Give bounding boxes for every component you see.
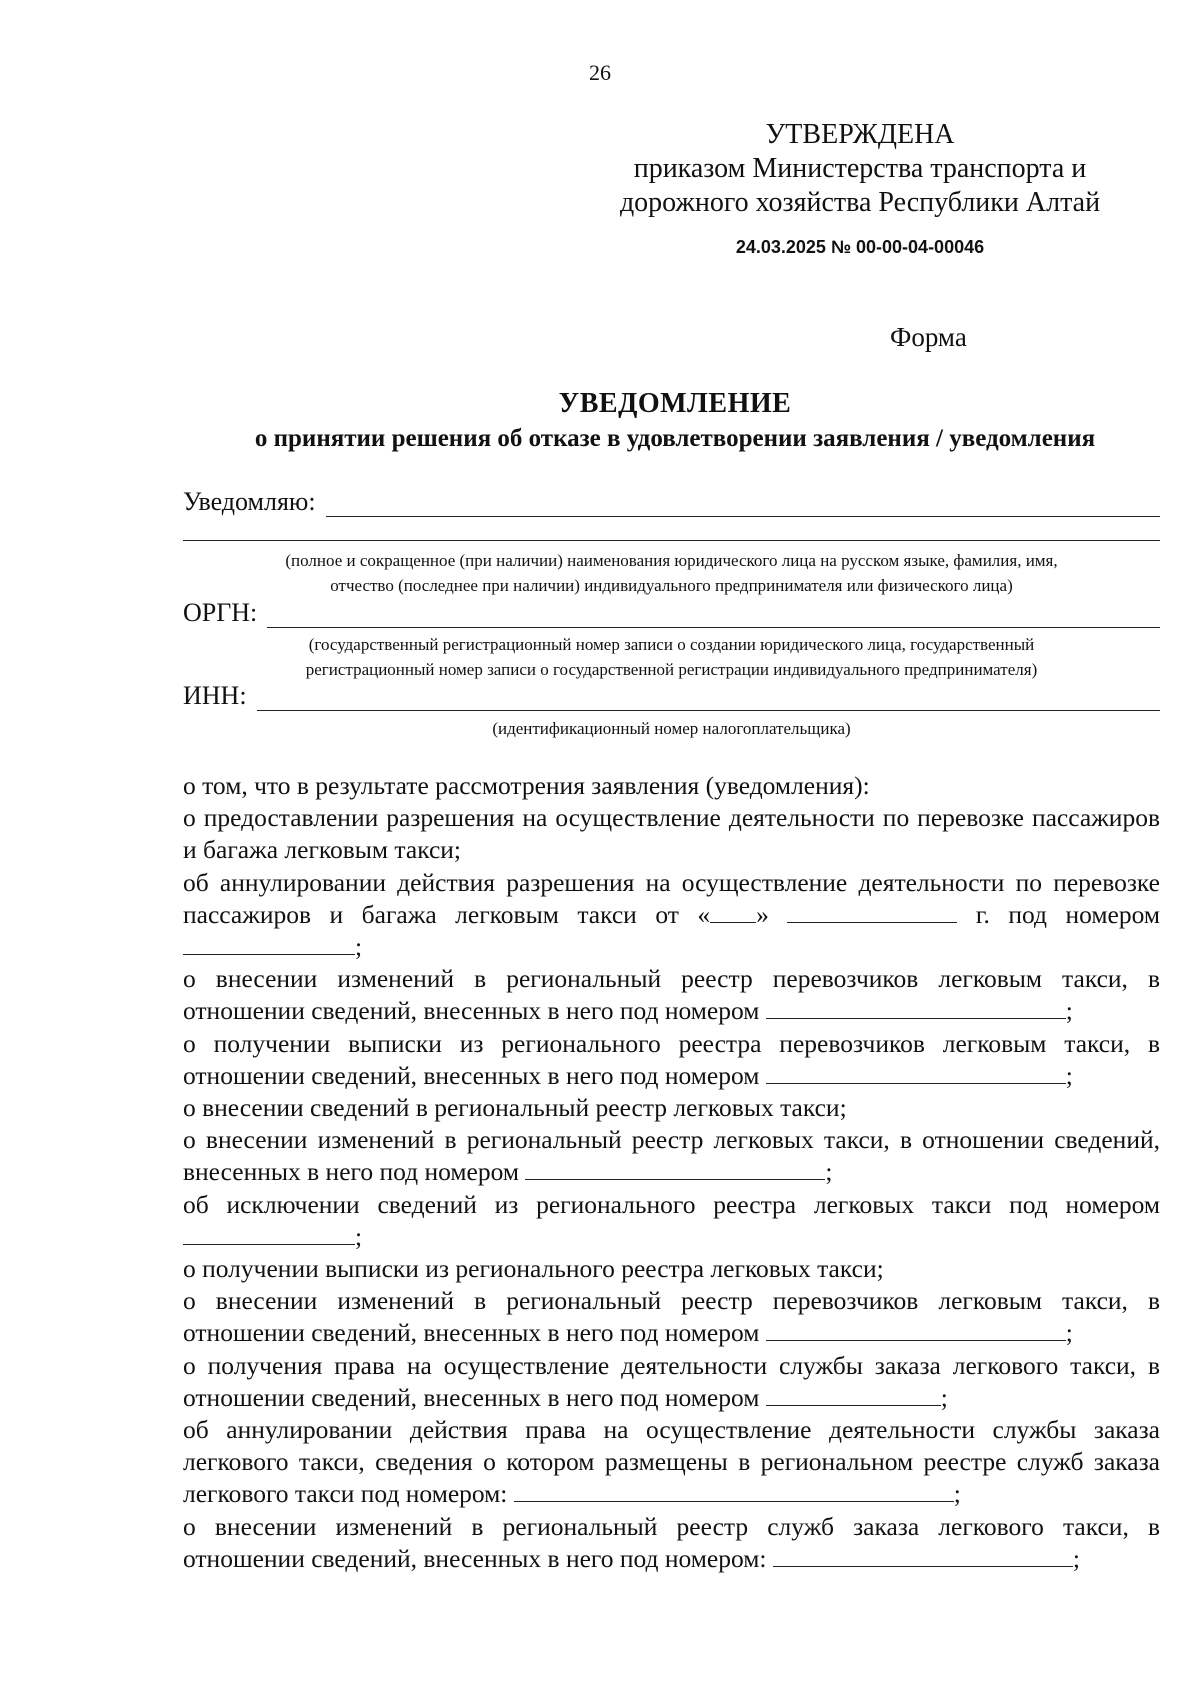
ogrn-row [183,598,1160,628]
number-field[interactable] [766,996,1066,1019]
option-paragraph: о получении выписки из регионального реестра легковых такси; [183,1254,884,1284]
text: о внесении изменений в региональный реестр перевозчиков легковым такси, в отношении сведений, внесенных в него под номером [183,1286,1160,1348]
inn-caption: (идентификационный номер налогоплательщика) [492,719,851,738]
option-paragraph: о внесении сведений в региональный реестр легковых такси; [183,1093,847,1123]
ogrn-field[interactable] [267,601,1160,628]
date-field[interactable] [787,900,957,923]
text: ; [825,1157,833,1187]
notify-label: Уведомляю: [183,487,316,516]
text: ; [1072,1543,1080,1573]
text: » [756,899,769,929]
caption-line: (государственный регистрационный номер записи о создании юридического лица, государственный [308,635,1035,654]
option-paragraph: о предоставлении разрешения на осуществление деятельности по перевозке пассажиров и багажа легковым такси; [183,803,1160,865]
text: о внесении изменений в региональный реестр перевозчиков легковым такси, в отношении сведений, внесенных в него под номером [183,964,1160,1026]
text: ; [940,1382,948,1412]
number-field[interactable] [766,1318,1066,1341]
document-body [183,770,1160,1575]
approval-date-number: 24.03.2025 № 00-00-04-00046 [735,237,985,257]
text: об аннулировании действия разрешения на осуществление деятельности по перевозке пассажиров и багажа легковым такси от « [183,867,1160,929]
number-field[interactable] [183,1222,355,1245]
option-paragraph [183,1414,1160,1511]
text: г. под номером [975,899,1160,929]
approval-block [560,118,1160,220]
notify-caption [183,548,1160,598]
inn-label: ИНН: [183,681,247,710]
form-label: Форма [890,322,967,352]
number-field[interactable] [773,1544,1073,1567]
option-paragraph [183,1350,1160,1414]
text: о получении выписки из регионального реестра перевозчиков легковым такси, в отношении сведений, внесенных в него под номером [183,1028,1160,1090]
page-number: 26 [589,60,611,85]
text: ; [953,1479,961,1509]
inn-field[interactable] [257,684,1160,711]
notify-field-line2[interactable] [183,540,1160,541]
text: об аннулировании действия права на осуществление деятельности службы заказа легкового такси, сведения о котором размещены в региональном реестре служб заказа легкового такси под номером: [183,1415,1160,1509]
text: ; [1065,1060,1073,1090]
number-field[interactable] [525,1157,825,1180]
number-field[interactable] [766,1061,1066,1084]
option-paragraph [183,1511,1160,1575]
option-paragraph [183,867,1160,964]
document-title: УВЕДОМЛЕНИЕ [558,388,792,419]
caption-line: (полное и сокращенное (при наличии) наименования юридического лица на русском языке, фамилия, имя, [285,551,1058,570]
inn-row [183,681,1160,711]
option-paragraph [183,1124,1160,1188]
number-field[interactable] [183,932,355,955]
text: ; [355,932,363,962]
day-field[interactable] [710,900,756,923]
text: о получения права на осуществление деятельности службы заказа легкового такси, в отношении сведений, внесенных в него под номером [183,1350,1160,1412]
notify-field[interactable] [326,490,1160,517]
ogrn-caption [183,632,1160,682]
ogrn-label: ОРГН: [183,598,258,627]
text: ; [1065,1318,1073,1348]
caption-line: отчество (последнее при наличии) индивидуального предпринимателя или физического лица) [330,576,1013,595]
approval-line: приказом Министерства транспорта и [633,153,1087,184]
caption-line: регистрационный номер записи о государственной регистрации индивидуального предпринимателя) [305,660,1038,679]
number-field[interactable] [514,1479,954,1502]
option-paragraph [183,1028,1160,1092]
option-paragraph [183,1189,1160,1253]
notify-row [183,487,1160,517]
text: о внесении изменений в региональный реестр легковых такси, в отношении сведений, внесенных в него под номером [183,1125,1160,1187]
option-paragraph [183,1285,1160,1349]
text: об исключении сведений из регионального реестра легковых такси под номером [183,1189,1160,1219]
approval-heading: УТВЕРЖДЕНА [765,119,955,150]
intro-paragraph: о том, что в результате рассмотрения заявления (уведомления): [183,771,870,800]
text: о внесении изменений в региональный реестр служб заказа легкового такси, в отношении сведений, внесенных в него под номером: [183,1511,1160,1573]
number-field[interactable] [766,1383,941,1406]
option-paragraph [183,963,1160,1027]
text: ; [355,1221,363,1251]
text: ; [1065,996,1073,1026]
approval-line: дорожного хозяйства Республики Алтай [619,187,1101,218]
document-subtitle: о принятии решения об отказе в удовлетворении заявления / уведомления [254,425,1096,452]
